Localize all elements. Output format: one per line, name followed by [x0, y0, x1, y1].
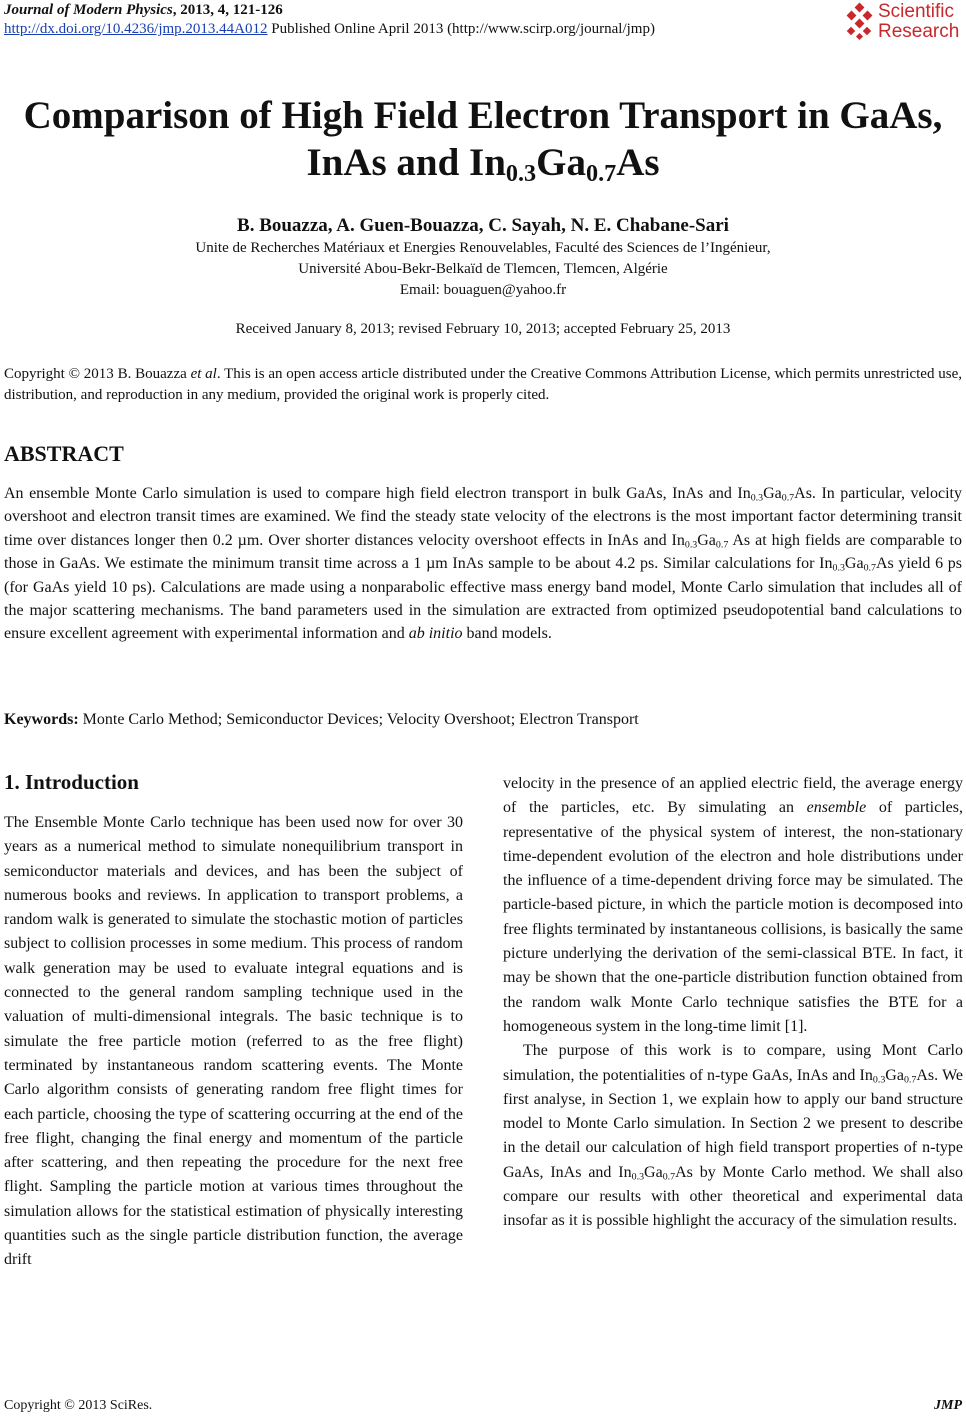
- intro-right-column: [503, 772, 963, 1234]
- footer-journal-abbrev: JMP: [934, 1398, 962, 1413]
- affiliation-line-1: Unite de Recherches Matériaux et Energies Renouvelables, Faculté des Sciences de l’Ingénieur,: [195, 240, 771, 256]
- keywords: [4, 711, 639, 729]
- intro-paragraph-purpose: The purpose of this work is to compare, using Mont Carlo simulation, the potentialities of n-type GaAs, InAs and $In_{0.3}Ga_{0.7}As$. We first analyse, in Section 1, we explain how to apply our band structure model to Monte Carlo simulation. In Section 2 we present to describe in the detail our calculation of high field transport properties of n-type GaAs, InAs and $In_{0.3}Ga_{0.7}As$ by Monte Carlo method. We shall also compare our results with other theoretical and experimental data insofar as it is possible highlight the accuracy of the simulation results.: [503, 1042, 963, 1230]
- keywords-text: Monte Carlo Method; Semiconductor Devices; Velocity Overshoot; Electron Transport: [78, 711, 639, 728]
- intro-left-column: The Ensemble Monte Carlo technique has been used now for over 30 years as a numerical method to simulate nonequilibrium transport in semiconductor materials and devices, and has been the subject of numerous books and reviews. In application to transport problems, a random walk is generated to simulate the stochastic motion of particles subject to collision processes in some medium. This process of random walk generation may be used to evaluate integral equations and is connected to the general random sampling technique used in the valuation of multi-dimensional integrals. The basic technique is to simulate the free particle motion (referred to as the free flight) terminated by instantaneous random scattering events. The Monte Carlo algorithm consists of generating random free flight times for each particle, choosing the type of scattering occurring at the end of the free flight, changing the final energy and momentum of the particle after scattering, and then repeating the procedure for the next free flight. Sampling the particle motion at various times throughout the simulation allows for the statistical estimation of physically interesting quantities such as the single particle distribution function, the average drift: [4, 814, 463, 1269]
- abstract-heading: ABSTRACT: [4, 441, 124, 466]
- doi-link[interactable]: http://dx.doi.org/10.4236/jmp.2013.44A012: [4, 21, 268, 37]
- paper-title: [0, 92, 966, 186]
- publisher-name: [878, 2, 959, 42]
- publisher-logo: [844, 0, 964, 44]
- footer-copyright: Copyright © 2013 SciRes.: [4, 1398, 153, 1413]
- affiliation-line-2: Université Abou-Bekr-Belkaïd de Tlemcen, Tlemcen, Algérie: [298, 261, 668, 277]
- scientific-research-logo-icon: [844, 2, 876, 42]
- section-heading-introduction: 1. Introduction: [4, 770, 139, 794]
- copyright-notice: Copyright © 2013 B. Bouazza et al. This is an open access article distributed under the Creative Commons Attribution License, which permits unrestricted use, distribution, and reproduction in any medium, provided the original work is properly cited.: [4, 366, 962, 403]
- submission-dates: Received January 8, 2013; revised February 10, 2013; accepted February 25, 2013: [235, 321, 731, 337]
- journal-name: Journal of Modern Physics: [4, 2, 173, 18]
- journal-volume: , 2013, 4, 121-126: [172, 2, 283, 18]
- author-email: Email: bouaguen@yahoo.fr: [399, 282, 567, 298]
- title-line-1: Comparison of High Field Electron Transport in GaAs,: [23, 94, 943, 137]
- published-online-text: Published Online April 2013 (http://www.scirp.org/journal/jmp): [267, 21, 655, 37]
- publisher-name-line1: Scientific: [878, 1, 955, 22]
- keywords-label: Keywords:: [4, 711, 79, 728]
- title-line-2: InAs and $In_{0.3}Ga_{0.7}As$: [306, 141, 660, 188]
- author-list: B. Bouazza, A. Guen-Bouazza, C. Sayah, N. E. Chabane-Sari: [237, 215, 729, 236]
- doi-line: [4, 21, 655, 38]
- publisher-name-line2: Research: [878, 21, 960, 42]
- intro-paragraph-continued: velocity in the presence of an applied electric field, the average energy of the particles, etc. By simulating an ensemble of particles, representative of the physical system of interest, the non-stationary time-dependent evolution of the electron and hole distributions under the influence of a time-dependent driving force may be simulated. The particle-based picture, in which the particle motion is decomposed into free flights terminated by instantaneous collisions, is basically the same picture underlying the derivation of the semi-classical BTE. In fact, it may be shown that the one-particle distribution function obtained from the random walk Monte Carlo technique satisfies the BTE for a homogeneous system in the long-time limit [1].: [503, 775, 964, 1035]
- abstract-body: An ensemble Monte Carlo simulation is used to compare high field electron transport in bulk GaAs, InAs and $In_{0.3}Ga_{0.7}As$. In particular, velocity overshoot and electron transit times are examined. We find the steady state velocity of the electrons is the most important factor determining transit time over distances longer then 0.2 µm. Over shorter distances velocity overshoot effects in InAs and $In_{0.3}Ga_{0.7}$ As at high fields are comparable to those in GaAs. We estimate the minimum transit time across a 1 µm InAs sample to be about 4.2 ps. Similar calculations for $In_{0.3}Ga_{0.7}As$ yield 6 ps (for GaAs yield 10 ps). Calculations are made using a nonparabolic effective mass energy band model, Monte Carlo simulation that includes all of the major scattering mechanisms. The band parameters used in the simulation are extracted from optimized pseudopotential band calculations to ensure excellent agreement with experimental information and ab initio band models.: [4, 485, 963, 643]
- journal-citation: [4, 2, 283, 19]
